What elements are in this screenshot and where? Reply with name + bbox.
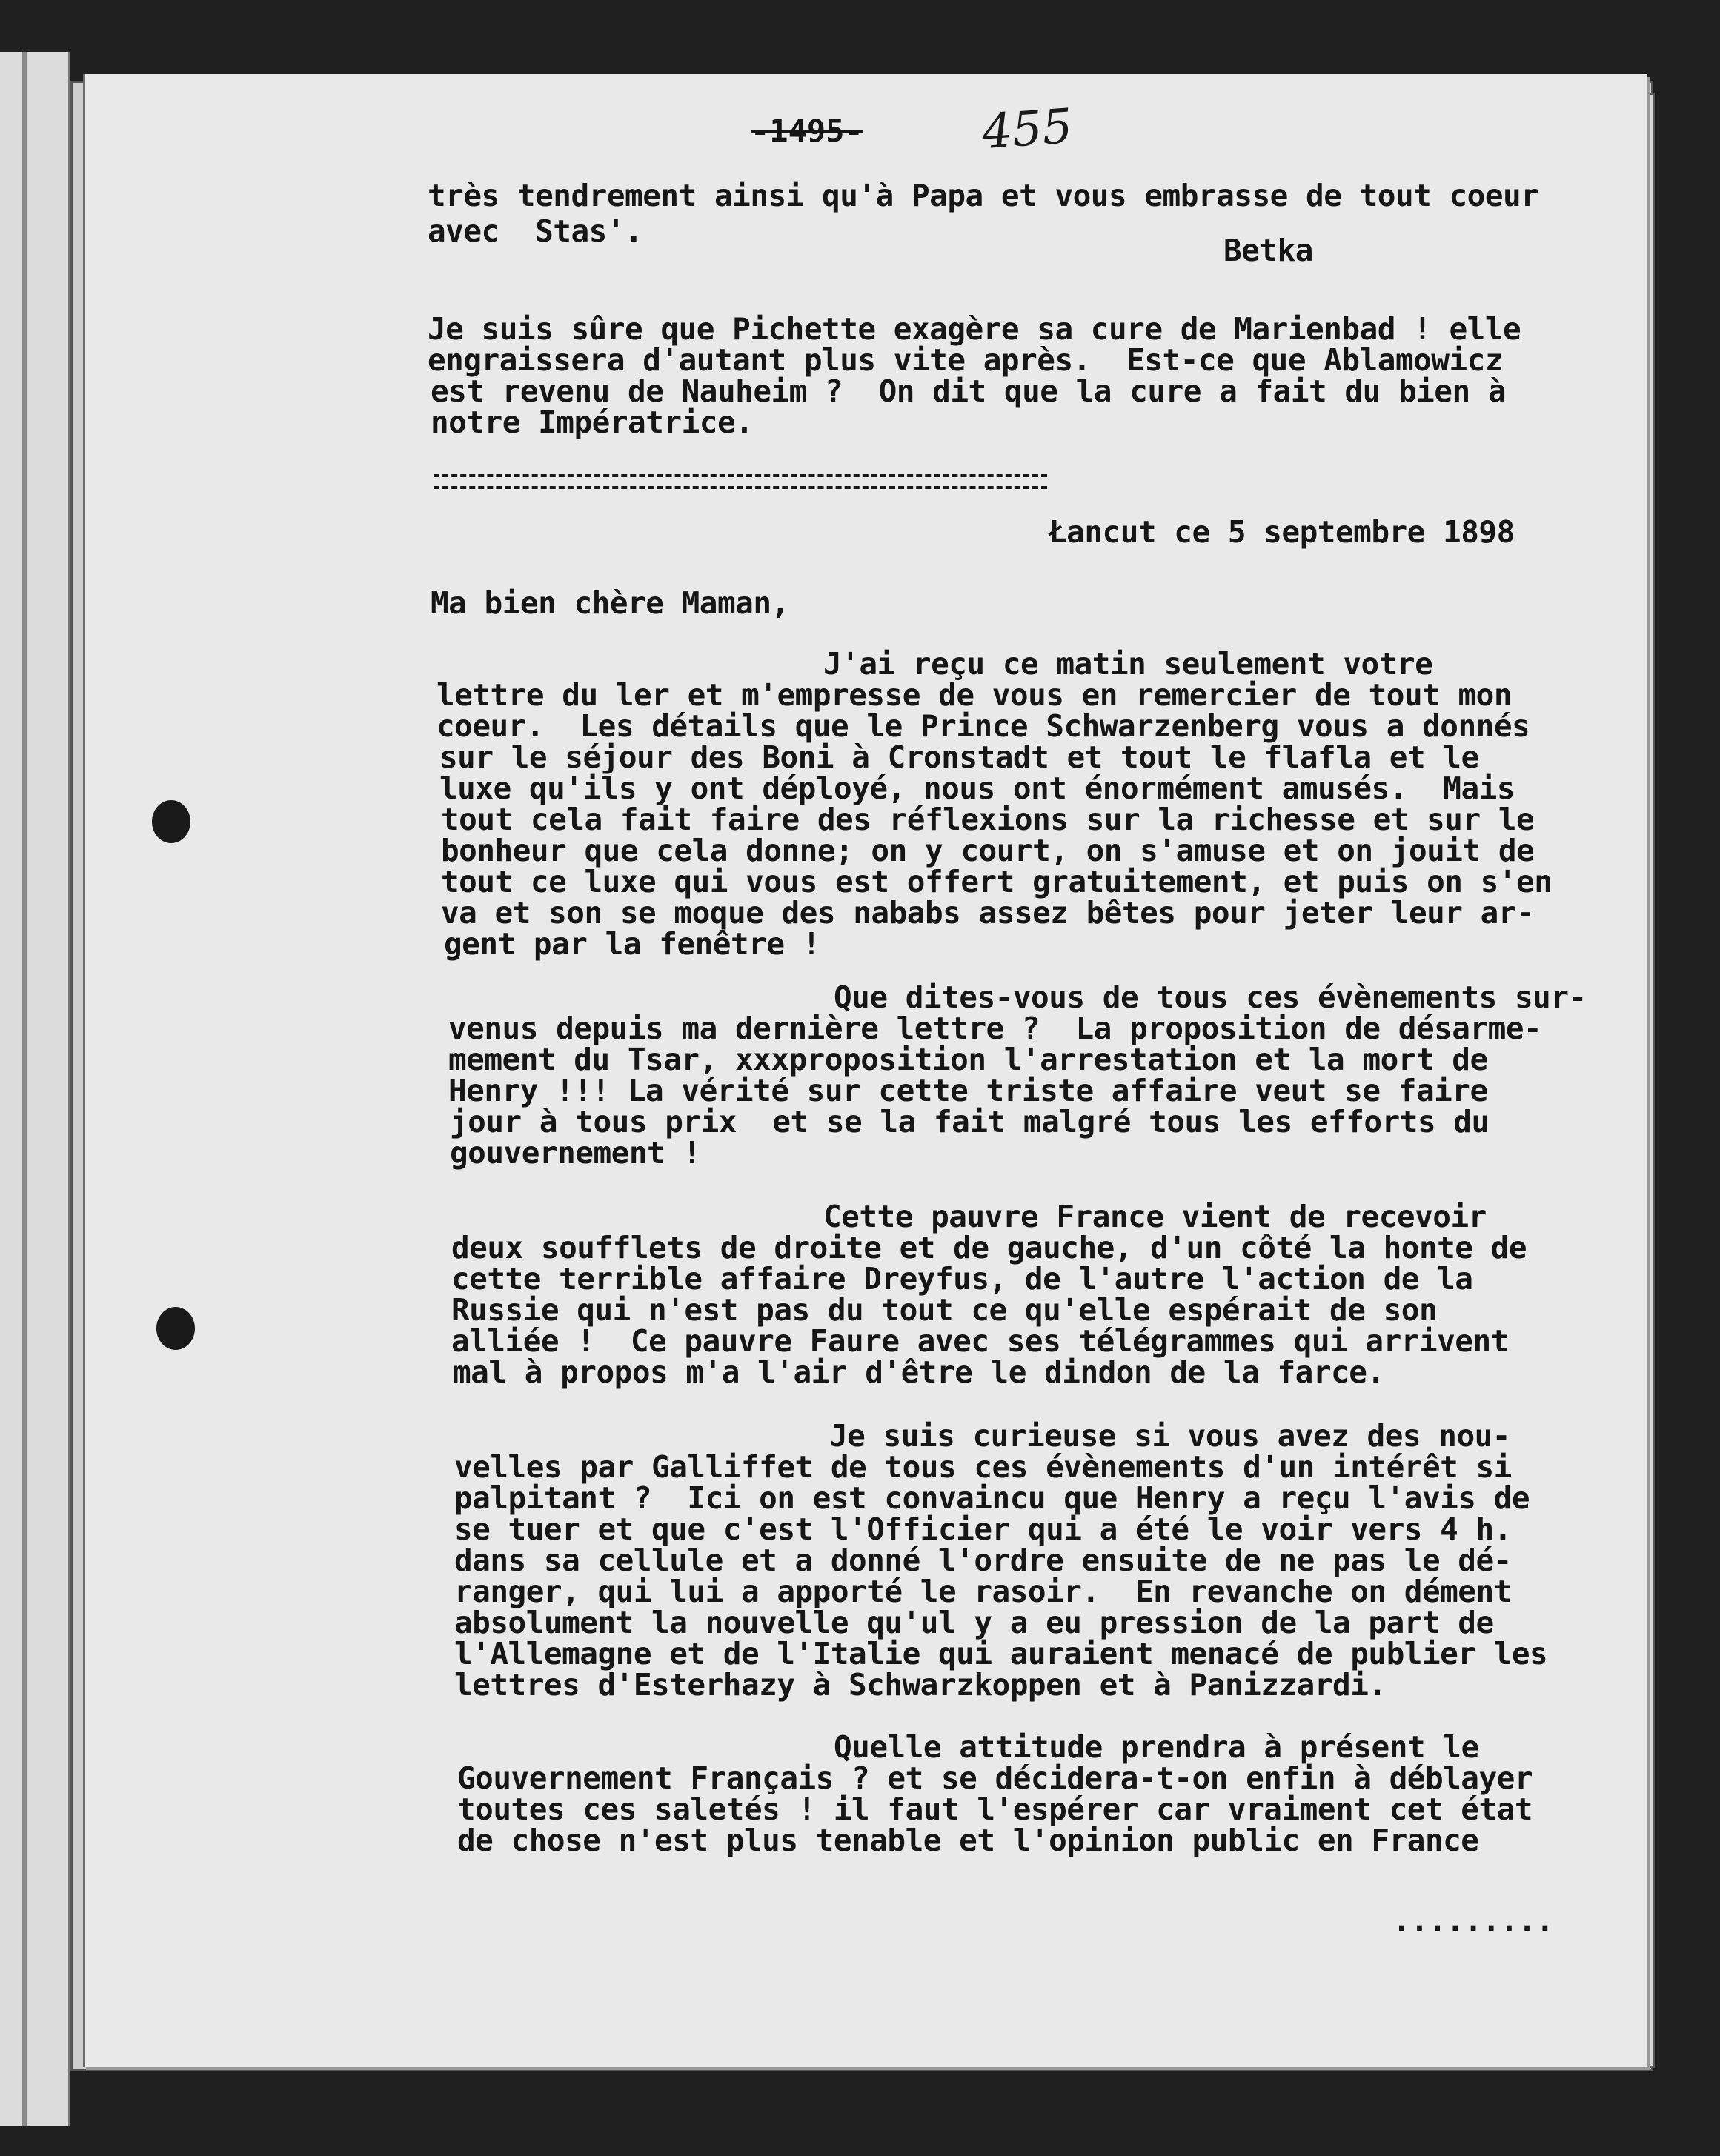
separator-rule xyxy=(434,474,1047,489)
text-line: Cette pauvre France vient de recevoir xyxy=(823,1199,1487,1234)
text-line: alliée ! Ce pauvre Faure avec ses télégrammes qui arrivent xyxy=(451,1323,1509,1359)
binder-edge xyxy=(22,52,27,2126)
text-line: Que dites-vous de tous ces évènements sur- xyxy=(834,979,1587,1015)
letter-salutation: Ma bien chère Maman, xyxy=(431,585,789,621)
text-line: Je suis sûre que Pichette exagère sa cure de Marienbad ! elle xyxy=(428,311,1521,347)
text-line: palpitant ? Ici on est convaincu que Henry a reçu l'avis de xyxy=(454,1480,1530,1516)
page-number-handwritten: 455 xyxy=(980,99,1075,161)
continuation-dots: ......... xyxy=(1392,1903,1554,1938)
letter-dateline: Łancut ce 5 septembre 1898 xyxy=(1049,514,1515,550)
text-line: jour à tous prix et se la fait malgré tous les efforts du xyxy=(450,1104,1490,1139)
text-line: se tuer et que c'est l'Officier qui a été le voir vers 4 h. xyxy=(454,1511,1512,1547)
text-line: J'ai reçu ce matin seulement votre xyxy=(823,646,1433,682)
text-line: notre Impératrice. xyxy=(431,405,754,440)
text-line: Quelle attitude prendra à présent le xyxy=(834,1729,1479,1765)
text-line: tout cela fait faire des réflexions sur la richesse et sur le xyxy=(441,802,1535,837)
text-line: avec Stas'. xyxy=(428,213,643,249)
signature-betka: Betka xyxy=(1223,233,1313,268)
text-line: va et son se moque des nababs assez bêtes pour jeter leur ar- xyxy=(441,895,1535,931)
text-line: lettres d'Esterhazy à Schwarzkoppen et à Panizzardi. xyxy=(454,1667,1387,1703)
text-line: cette terrible affaire Dreyfus, de l'autre l'action de la xyxy=(451,1261,1473,1297)
text-line: engraissera d'autant plus vite après. Est-ce que Ablamowicz xyxy=(428,342,1504,378)
text-line: Russie qui n'est pas du tout ce qu'elle espérait de son xyxy=(451,1292,1438,1328)
text-line: l'Allemagne et de l'Italie qui auraient menacé de publier les xyxy=(454,1636,1548,1671)
text-line: dans sa cellule et a donné l'ordre ensuite de ne pas le dé- xyxy=(454,1543,1512,1578)
text-line: de chose n'est plus tenable et l'opinion public en France xyxy=(457,1823,1479,1858)
text-line: absolument la nouvelle qu'ul y a eu pression de la part de xyxy=(454,1605,1494,1640)
text-line: très tendrement ainsi qu'à Papa et vous embrasse de tout coeur xyxy=(428,178,1539,213)
text-line: coeur. Les détails que le Prince Schwarzenberg vous a donnés xyxy=(436,708,1530,744)
punch-hole-top xyxy=(152,800,190,843)
text-line: venus depuis ma dernière lettre ? La proposition de désarme- xyxy=(448,1011,1542,1046)
text-line: luxe qu'ils y ont déployé, nous ont énormément amusés. Mais xyxy=(439,771,1515,806)
text-line: ranger, qui lui a apporté le rasoir. En revanche on dément xyxy=(454,1574,1512,1609)
text-line: tout ce luxe qui vous est offert gratuitement, et puis on s'en xyxy=(441,864,1553,899)
punch-hole-bottom xyxy=(156,1307,195,1350)
text-line: bonheur que cela donne; on y court, on s'amuse et on jouit de xyxy=(441,833,1535,868)
text-line: Henry !!! La vérité sur cette triste affaire veut se faire xyxy=(448,1073,1488,1108)
page-number-struck: -1495- xyxy=(751,113,863,149)
text-line: deux soufflets de droite et de gauche, d'un côté la honte de xyxy=(451,1230,1527,1265)
text-line: Je suis curieuse si vous avez des nou- xyxy=(829,1418,1510,1454)
text-line: mal à propos m'a l'air d'être le dindon de la farce. xyxy=(453,1354,1385,1390)
text-line: gouvernement ! xyxy=(450,1135,701,1171)
text-line: Gouvernement Français ? et se décidera-t-on enfin à déblayer xyxy=(457,1760,1533,1796)
text-line: est revenu de Nauheim ? On dit que la cure a fait du bien à xyxy=(431,373,1507,409)
text-line: sur le séjour des Boni à Cronstadt et tout le flafla et le xyxy=(439,739,1479,775)
previous-page-edge xyxy=(0,52,70,2126)
text-line: velles par Galliffet de tous ces évènements d'un intérêt si xyxy=(454,1449,1512,1485)
text-line: lettre du ler et m'empresse de vous en remercier de tout mon xyxy=(436,677,1513,713)
text-line: gent par la fenêtre ! xyxy=(444,926,820,962)
text-line: toutes ces saletés ! il faut l'espérer car vraiment cet état xyxy=(457,1791,1533,1827)
text-line: mement du Tsar, xxxproposition l'arrestation et la mort de xyxy=(448,1042,1488,1077)
letter-page xyxy=(83,74,1647,2067)
